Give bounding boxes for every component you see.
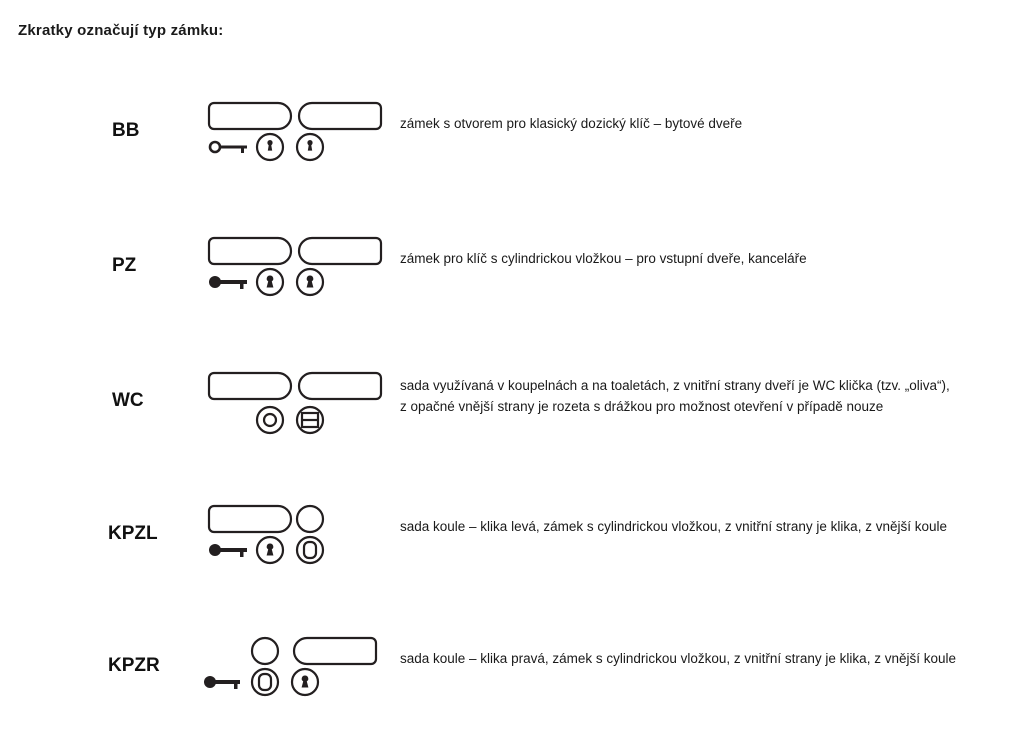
key-icon-classic bbox=[210, 142, 247, 153]
lock-desc-wc-line1: sada využívaná v koupelnách a na toaletách, z vnitřní strany dveří je WC klička (tzv. „oliva“), bbox=[400, 378, 950, 393]
lock-desc-pz-line1: zámek pro klíč s cylindrickou vložkou – pro vstupní dveře, kanceláře bbox=[400, 251, 807, 266]
lock-desc-pz bbox=[400, 248, 1000, 269]
page-title: Zkratky označují typ zámku: bbox=[18, 22, 224, 39]
lock-desc-kpzl bbox=[400, 516, 1000, 537]
figure-handle-pair-pz bbox=[200, 230, 390, 310]
lock-desc-wc-line2: z opačné vnější strany je rozeta s drážkou pro možnost otevření v případě nouze bbox=[400, 399, 884, 414]
lock-code-pz: PZ bbox=[112, 255, 137, 276]
figure-handle-pair-wc bbox=[200, 365, 390, 445]
lock-desc-kpzr-line1: sada koule – klika pravá, zámek s cylindrickou vložkou, z vnitřní strany je klika, z vnější koule bbox=[400, 651, 956, 666]
figure-handle-knob-left bbox=[200, 498, 390, 578]
lock-code-wc: WC bbox=[112, 390, 144, 411]
lock-code-kpzl: KPZL bbox=[108, 523, 158, 544]
key-icon-cylinder bbox=[209, 276, 247, 289]
key-icon-cylinder bbox=[204, 676, 240, 689]
lock-desc-bb-line1: zámek s otvorem pro klasický dozický klíč – bytové dveře bbox=[400, 116, 743, 131]
lock-desc-kpzl-line1: sada koule – klika levá, zámek s cylindrickou vložkou, z vnitřní strany je klika, z vnější koule bbox=[400, 519, 947, 534]
lock-code-bb: BB bbox=[112, 120, 140, 141]
lock-desc-kpzr bbox=[400, 648, 1000, 669]
key-icon-cylinder bbox=[209, 544, 247, 557]
figure-handle-pair-bb bbox=[200, 95, 390, 175]
lock-code-kpzr: KPZR bbox=[108, 655, 160, 676]
figure-handle-knob-right bbox=[200, 630, 390, 710]
lock-desc-wc bbox=[400, 375, 1000, 417]
lock-desc-bb bbox=[400, 113, 1000, 134]
